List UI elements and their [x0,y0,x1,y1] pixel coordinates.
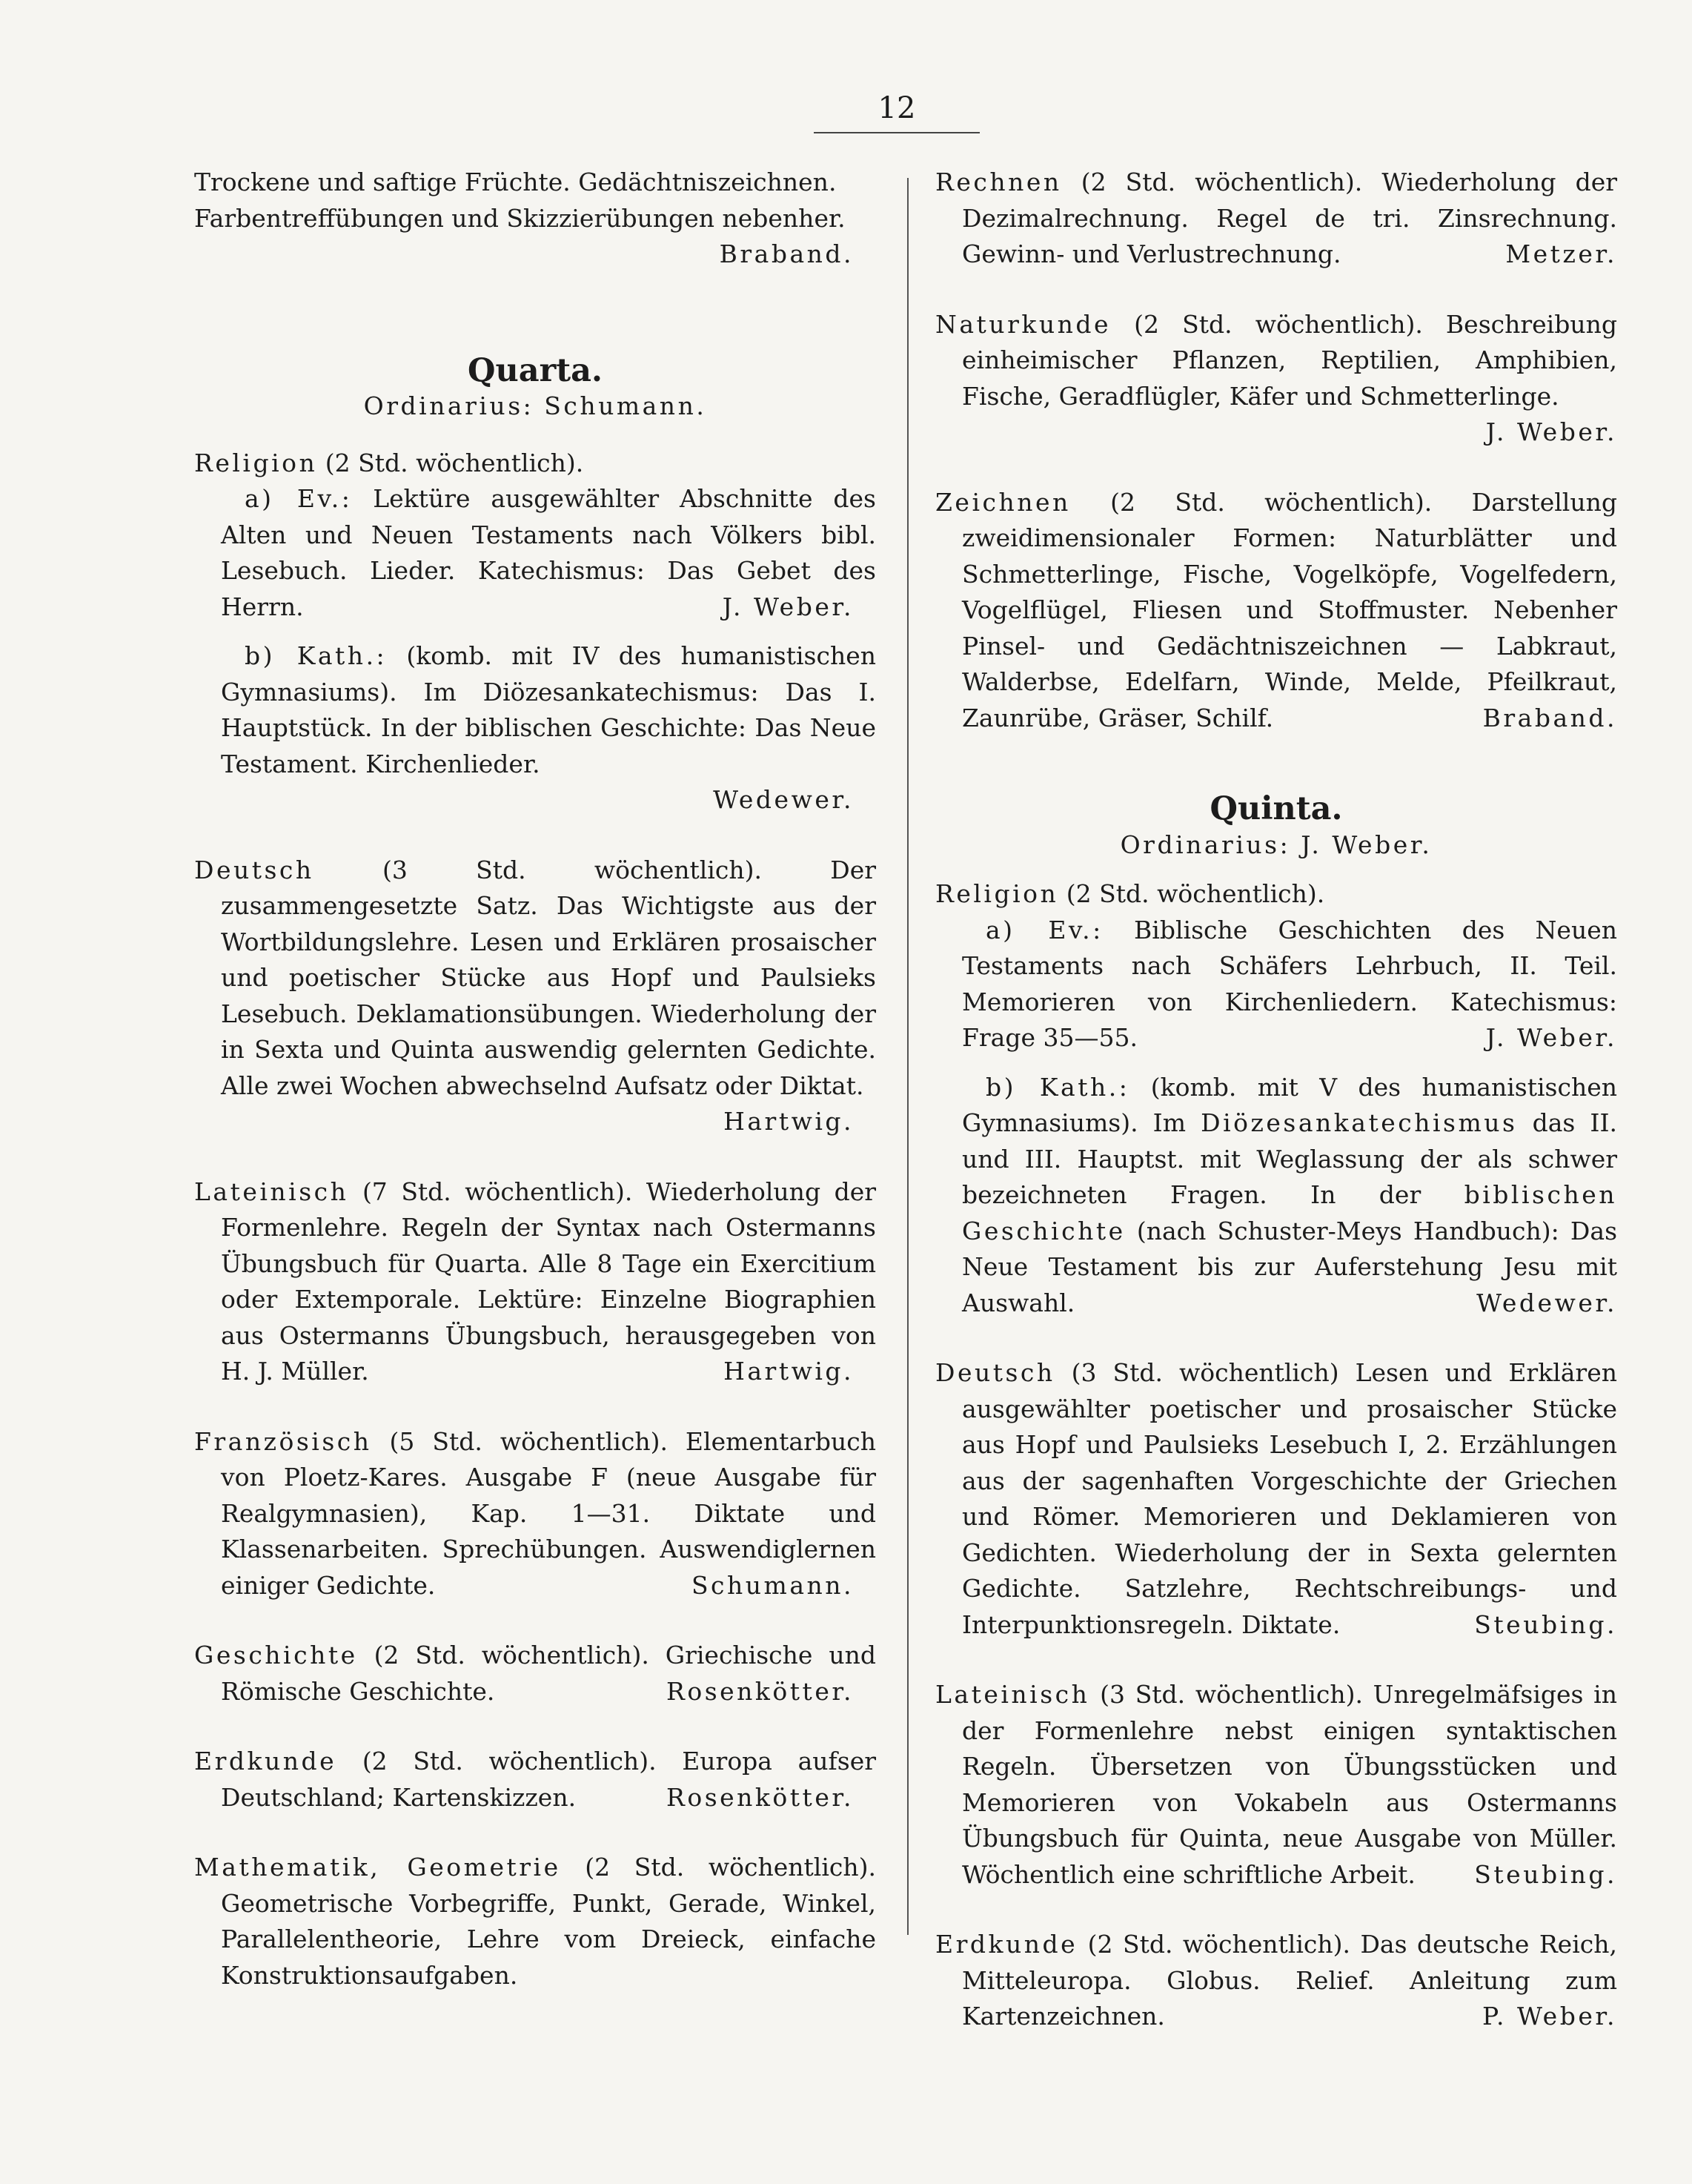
religion-b-signature: Wedewer. [1476,1288,1617,1317]
subject-text: (2 Std. wöchentlich). Wiederholung der Dezimalrechnung. Regel de tri. Zinsrechnung. Gewinn- und Verlustrechnung. [962,168,1617,268]
subject-name: Lateinisch [194,1177,349,1206]
subject-name: Deutsch [935,1358,1055,1387]
entry-erdkunde [194,1744,876,1816]
religion-b-signature: Wedewer. [713,785,854,814]
subject-text: (2 Std. wöchentlich). Geometrische Vorbegriffe, Punkt, Gerade, Winkel, Parallelentheorie, Lehre vom Dreieck, einfache Konstruktionsaufgaben. [221,1853,876,1990]
naturkunde-signature: J. Weber. [1485,417,1617,446]
subject-name: Französisch [194,1426,372,1456]
subject-hours: (2 Std. wöchentlich). [325,448,584,477]
subject-text: (2 Std. wöchentlich). Darstellung zweidimensionaler Formen: Naturblätter und Schmetterlinge, Fische, Vogelköpfe, Vogelfedern, Vogelflügel, Fliesen und Stoffmuster. Nebenher Pinsel- und Gedächtniszeichnen — Labkraut, Walderbse, Edelfarn, Winde, Melde, Pfeilkraut, Zaunrübe, Gräser, Schilf. [962,487,1617,732]
entry-zeichnen [935,485,1617,737]
subject-text: (7 Std. wöchentlich). Wiederholung der Formenlehre. Regeln der Syntax nach Ostermanns Übungsbuch für Quarta. Alle 8 Tage ein Exercitium oder Extemporale. Lektüre: Einzelne Biographien aus Ostermanns Übungsbuch, herausgegeben von H. J. Müller. [221,1177,876,1386]
entry-franzoesisch [194,1424,876,1604]
religion-b-text: (nach Schuster-Meys Handbuch): Das Neue Testament bis zur Auferstehung Jesu mit Auswahl. [962,1216,1617,1317]
section-title-quarta: Quarta. [468,351,603,389]
deutsch-text [194,853,876,1105]
zeichnen-text [935,485,1617,737]
column-divider [907,178,909,1935]
religion-b-text: das II. und III. Hauptst. mit Weglassung der als schwer bezeichneten Fragen. In der [962,1108,1617,1209]
subject-text: (2 Std. wöchentlich). Europa aufser Deutschland; Kartenskizzen. [221,1747,877,1812]
subject-name: Naturkunde [935,309,1111,339]
header-rule [814,132,980,133]
subject-name: Erdkunde [194,1747,337,1776]
entry-lateinisch-quinta [935,1677,1617,1893]
entry-lateinisch [194,1174,876,1390]
subject-name: Religion [194,448,318,477]
entry-rechnen [935,165,1617,273]
zeichnen-signature: Braband. [1482,703,1617,732]
erdkunde-signature: Rosenkötter. [666,1782,854,1812]
ordinarius-quarta [194,388,876,425]
subject-name: Mathematik, Geometrie [194,1853,561,1882]
entry-deutsch-quinta [935,1355,1617,1643]
lateinisch-signature: Hartwig. [723,1357,854,1386]
subject-hours: (2 Std. wöchentlich). [1066,879,1325,908]
religion-a-label: a) Ev.: [986,915,1104,944]
franzoesisch-signature: Schumann. [691,1570,854,1600]
entry-religion-quinta [935,876,1617,1321]
geschichte-signature: Rosenkötter. [666,1676,854,1706]
subject-text: (5 Std. wöchentlich). Elementarbuch von Ploetz-Kares. Ausgabe F (neue Ausgabe für Realgymnasien), Kap. 1—31. Diktate und Klassenarbeiten. Sprechübungen. Auswendiglernen einiger Gedichte. [221,1426,876,1600]
subject-name: Lateinisch [935,1680,1090,1709]
religion-a-label: a) Ev.: [245,484,353,513]
religion-b [935,1070,1617,1322]
lateinisch-signature: Steubing. [1474,1859,1617,1889]
erdkunde-signature: P. Weber. [1482,2002,1617,2031]
intro-entry [194,165,876,273]
subject-text: (3 Std. wöchentlich) Lesen und Erklären ausgewählter poetischer und prosaischer Stücke aus Hopf und Paulsieks Lesebuch I, 2. Erzählungen aus der sagenhaften Vorgeschichte der Griechen und Römer. Memorieren und Deklamieren von Gedichten. Wiederholung der in Sexta gelernten Gedichte. Satzlehre, Rechtschreibungs- und Interpunktionsregeln. Diktate. [962,1358,1617,1639]
intro-line: Farbentreffübungen und Skizzierübungen nebenher. [194,203,846,233]
ordinarius-name: J. Weber. [1301,830,1433,859]
religion-a-signature: J. Weber. [722,592,854,621]
entry-geschichte [194,1638,876,1710]
religion-b-spaced: Diözesankatechismus [1201,1108,1518,1137]
religion-b-text: (komb. mit IV des humanistischen Gymnasiums). Im Diözesankatechismus: Das I. Hauptstück. In der biblischen Geschichte: Das Neue Testament. Kirchenlieder. [221,641,876,778]
entry-mathematik [194,1850,876,1993]
ordinarius-quinta [935,827,1617,864]
religion-a-signature: J. Weber. [1485,1023,1617,1052]
intro-signature: Braband. [719,239,854,268]
entry-naturkunde [935,307,1617,451]
naturkunde-text [935,307,1617,415]
religion-a-text: Lektüre ausgewählter Abschnitte des Alten und Neuen Testaments nach Völkers bibl. Lesebuch. Lieder. Katechismus: Das Gebet des Herrn. [221,484,876,621]
left-column [194,165,876,1993]
subject-text: (3 Std. wöchentlich). Unregelmäfsiges in der Formenlehre nebst einigen syntaktischen Regeln. Übersetzen von Übungsstücken und Memorieren von Vokabeln aus Ostermanns Übungsbuch für Quinta, neue Ausgabe von Müller. Wöchentlich eine schriftliche Arbeit. [962,1680,1617,1889]
subject-text: (2 Std. wöchentlich). Beschreibung einheimischer Pflanzen, Reptilien, Amphibien, Fische, Geradflügler, Käfer und Schmetterlinge. [962,309,1617,411]
entry-deutsch [194,853,876,1140]
subject-text: (2 Std. wöchentlich). Griechische und Römische Geschichte. [221,1641,876,1706]
religion-b-label: b) Kath.: [986,1072,1130,1102]
rechnen-signature: Metzer. [1505,239,1617,268]
mathematik-text [194,1850,876,1993]
subject-name: Religion [935,879,1059,908]
deutsch-text [935,1355,1617,1643]
subject-text: (3 Std. wöchentlich). Der zusammengesetzte Satz. Das Wichtigste aus der Wortbildungslehre. Lesen und Erklären prosaischer und poetischer Stücke aus Hopf und Paulsieks Lesebuch. Deklamationsübungen. Wiederholung der in Sexta und Quinta auswendig gelernten Gedichte. Alle zwei Wochen abwechselnd Aufsatz oder Diktat. [221,855,876,1100]
deutsch-signature: Hartwig. [723,1107,854,1136]
subject-name: Zeichnen [935,487,1071,517]
entry-erdkunde-quinta [935,1927,1617,2035]
subject-name: Geschichte [194,1641,358,1670]
subject-name: Erdkunde [935,1930,1078,1959]
religion-b-label: b) Kath.: [245,641,388,670]
right-column [935,165,1617,2035]
religion-heading [935,876,1617,913]
ordinarius-name: Schumann. [544,391,707,420]
religion-b-text: (komb. mit V des humanistischen Gymnasiums). Im [962,1072,1617,1137]
intro-line: Trockene und saftige Früchte. Gedächtniszeichnen. [194,168,837,196]
subject-text: (2 Std. wöchentlich). Das deutsche Reich, Mitteleuropa. Globus. Relief. Anleitung zum Kartenzeichnen. [962,1930,1617,2031]
section-title-quinta: Quinta. [1210,790,1343,827]
ordinarius-label: Ordinarius: [1120,830,1291,859]
religion-a-text: Biblische Geschichten des Neuen Testaments nach Schäfers Lehrbuch, II. Teil. Memorieren von Kirchenliedern. Katechismus: Frage 35—55. [962,915,1617,1052]
religion-b [194,638,876,782]
subject-name: Deutsch [194,855,314,884]
deutsch-signature: Steubing. [1474,1609,1617,1639]
subject-name: Rechnen [935,168,1062,196]
religion-heading [194,446,876,482]
ordinarius-label: Ordinarius: [363,391,534,420]
entry-religion [194,446,876,818]
religion-b-spaced: biblischen Geschichte [962,1180,1617,1245]
page-number: 12 [877,91,916,125]
